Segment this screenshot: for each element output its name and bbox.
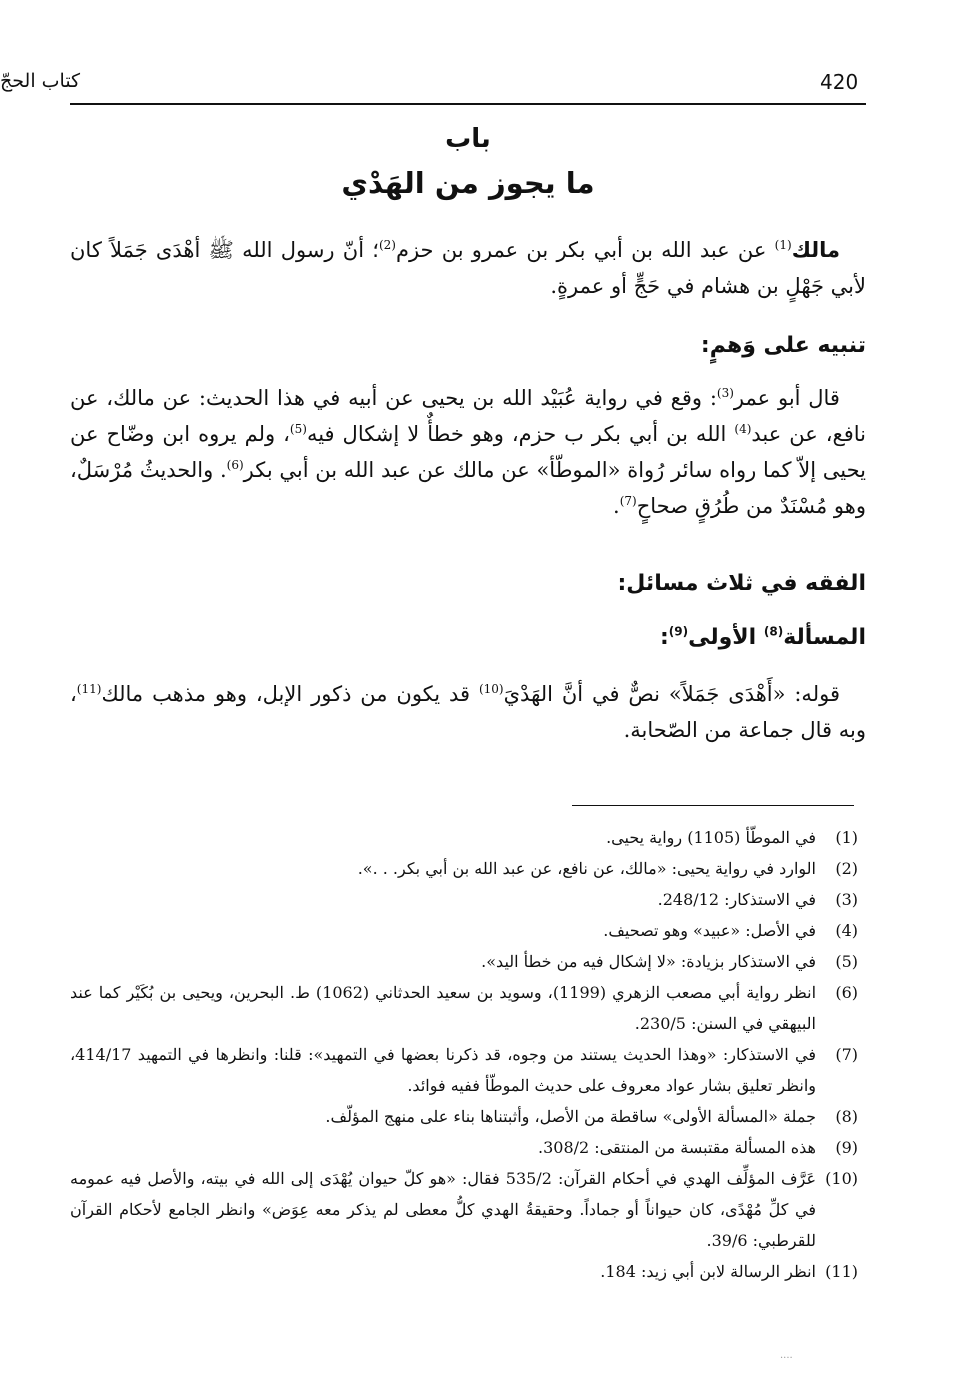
footnote-number: (4) [835,921,858,940]
notice-text: الله بن أبي بكر ب حزم، وهو خطأٌ لا إشكال فيه [306,422,735,446]
footnote-text: في الاستذكار: «وهذا الحديث يستند من وجوه، قد ذكرنا بعضها في التمهيد»: قلنا: وانظرها في التمهيد 414/17، وانظر تعليق بشار عواد معروف على حديث الموطّأ ففيه فوائد. [70,1045,816,1095]
footnote-ref: (2) [378,238,396,252]
footnote-separator [572,805,854,806]
footnote-item [70,1256,858,1287]
hadith-text: ؛ أنّ رسول الله ﷺ أهْدَى جَمَلاً كان لأبي جَهْلٍ بن هشام في حَجٍّ أو عمرةٍ. [70,238,866,298]
footnote-text: انظر رواية أبي مصعب الزهري (1199)، وسويد بن سعيد الحدثاني (1062) ط. البحرين، ويحيى بن بُكَيْر كما عند البيهقي في السنن: 230/5. [70,983,817,1033]
footnote-text: في الاستذكار: 248/12. [657,890,816,909]
footnote-number: (8) [835,1107,858,1126]
footnote-item [70,915,858,946]
footnote-number: (2) [835,859,858,878]
footnote-number: (5) [835,952,858,971]
footnote-text: انظر الرسالة لابن أبي زيد: 184. [600,1262,816,1281]
notice-heading: تنبيه على وَهمٍ: [700,333,866,358]
footnote-number: (6) [835,983,858,1002]
notice-text: . والحديثُ مُرْسَلٌ، وهو مُسْنَدٌ من طُرُقٍ صحاحٍ [70,458,866,518]
footnote-item [70,1132,858,1163]
running-title: كتاب الحجّ [0,70,81,92]
issue-heading [70,620,866,656]
footnote-ref: (11) [76,682,102,696]
footnote-text: في الموطّأ (1105) رواية يحيى. [606,828,816,847]
footnote-number: (7) [835,1045,858,1064]
footnote-ref: (8) [763,624,784,639]
footnote-number: (11) [825,1262,858,1281]
footnote-item [70,1163,858,1256]
footnote-item [70,977,858,1039]
footnote-list [70,822,858,1287]
footnote-ref: (5) [289,422,307,436]
issue-text: قوله: «أَهْدَى جَمَلاً» نصٌّ في أنَّ الهَدْيَ [503,682,840,706]
footnote-ref: (7) [619,494,637,508]
footnote-text: جملة «المسألة الأولى» ساقطة من الأصل، وأثبتناها بناء على منهج المؤلّف. [325,1107,816,1126]
footnote-item [70,884,858,915]
footnote-item [70,1039,858,1101]
footnote-text: هذه المسألة مقتبسة من المنتقى: 308/2. [538,1138,816,1157]
footnote-ref: (1) [774,238,792,252]
issue-title: المسألة [783,625,866,650]
hadith-paragraph [70,232,866,304]
notice-text: قال أبو عمر [733,386,840,410]
footnote-ref: (3) [716,386,734,400]
footnote-ref: (10) [478,682,504,696]
footnote-item [70,946,858,977]
page-number: 420 [820,70,859,94]
hadith-text: عن عبد الله بن أبي بكر بن عمرو بن حزم [395,238,775,262]
issue-paragraph [70,676,866,748]
scan-mark: .... [780,1350,793,1361]
footnote-number: (3) [835,890,858,909]
hadith-lead: مالك [791,238,841,262]
footnote-item [70,822,858,853]
issue-text: ، وبه قال جماعة من الصّحابة. [70,682,866,742]
header-rule [70,103,866,105]
footnote-number: (10) [825,1169,858,1188]
notice-text: : وقع في رواية عُبَيْد الله بن يحيى عن أبيه في هذا الحديث: عن مالك، عن نافع، عن عبد [70,386,867,446]
footnote-text: في الاستذكار بزيادة: «لا إشكال فيه من خطأ اليد». [481,952,816,971]
issue-title: : [659,625,669,650]
footnote-ref: (6) [226,458,244,472]
footnote-item [70,1101,858,1132]
footnote-number: (1) [835,828,858,847]
notice-text: . [613,494,620,518]
footnote-text: الوارد في رواية يحيى: «مالك، عن نافع، عن عبد الله بن أبي بكر. . .». [357,859,816,878]
footnote-number: (9) [835,1138,858,1157]
footnote-ref: (4) [734,422,752,436]
notice-text: ، ولم يروه ابن وضّاح عن يحيى إلاّ كما رواه سائر رُواة «الموطّأ» عن مالك عن عبد الله بن أبي بكر [70,422,866,482]
issue-title: الأولى [688,625,764,650]
footnote-text: عَرَّف المؤلِّف الهدي في أحكام القرآن: 535/2 فقال: «هو كلّ حيوان يُهْدَى إلى الله في بيته، والأصل فيه عمومه في كلِّ مُهْدًى، كان حيواناً أو جماداً. وحقيقةُ الهدي كلُّ معطى لم يذكر معه عِوَض» وانظر الجامع لأحكام القرآن للقرطبي: 39/6. [70,1169,817,1250]
footnote-item [70,853,858,884]
footnote-ref: (9) [668,624,689,639]
issue-text: قد يكون من ذكور الإبل، وهو مذهب مالك [101,682,479,706]
footnote-text: في الأصل: «عبيد» وهو تصحيف. [603,921,816,940]
chapter-label: باب [445,124,491,154]
fiqh-heading: الفقه في ثلاث مسائل: [617,571,866,596]
chapter-title: ما يجوز من الهَدْي [341,166,595,200]
notice-paragraph [70,380,866,524]
